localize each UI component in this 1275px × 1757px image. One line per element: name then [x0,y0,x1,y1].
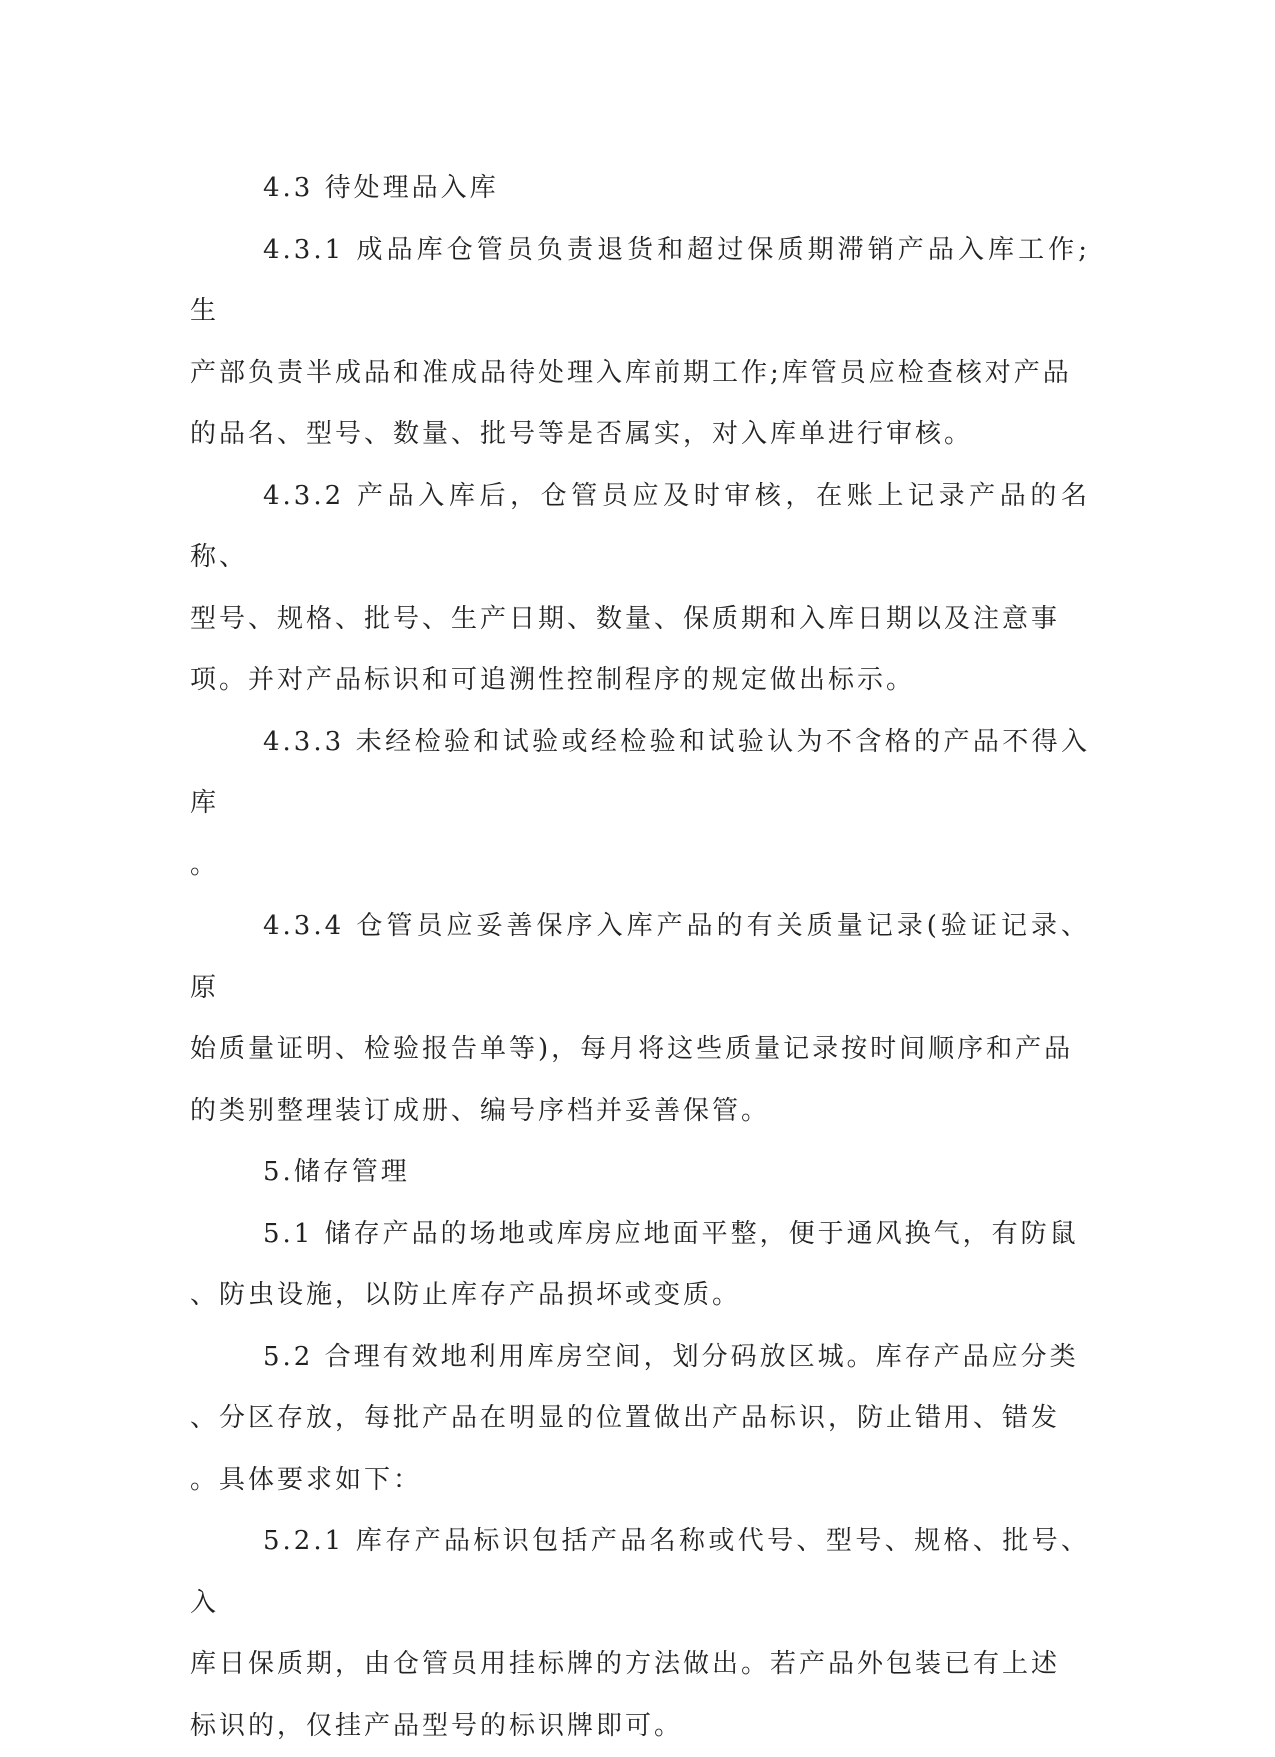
paragraph-5-2: 5.2 合理有效地利用库房空间，划分码放区城。库存产品应分类 、分区存放，每批产品在明显的位置做出产品标识，防止错用、错发 。具体要求如下： [190,1341,1079,1495]
paragraph-4-3-4: 4.3.4 仓管员应妥善保序入库产品的有关质量记录(验证记录、原 始质量证明、检验报告单等)，每月将这些质量记录按时间顺序和产品 的类别整理装订成册、编号序档并妥善保管。 [190,911,1090,1126]
paragraph-5-1: 5.1 储存产品的场地或库房应地面平整，便于通风换气，有防鼠 、防虫设施，以防止库存产品损坏或变质。 [190,1218,1079,1310]
section-heading-5: 5.储存管理 [263,1157,410,1187]
paragraph-4-3-1: 4.3.1 成品库仓管员负责退货和超过保质期滞销产品入库工作;生 产部负责半成品和准成品待处理入库前期工作;库管员应检查核对产品 的品名、型号、数量、批号等是否属实，对入库单进行审核。 [190,234,1090,449]
paragraph-5-2-1: 5.2.1 库存产品标识包括产品名称或代号、型号、规格、批号、入 库日保质期，由仓管员用挂标牌的方法做出。若产品外包装已有上述 标识的，仅挂产品型号的标识牌即可。 [190,1526,1090,1741]
paragraph-4-3-2: 4.3.2 产品入库后，仓管员应及时审核，在账上记录产品的名称、 型号、规格、批号、生产日期、数量、保质期和入库日期以及注意事 项。并对产品标识和可追溯性控制程序的规定做出标示。 [190,480,1090,695]
document-body [190,158,1090,1757]
paragraph-4-3-3: 4.3.3 未经检验和试验或经检验和试验认为不含格的产品不得入库 。 [190,726,1090,880]
section-heading-4-3: 4.3 待处理品入库 [263,173,499,203]
